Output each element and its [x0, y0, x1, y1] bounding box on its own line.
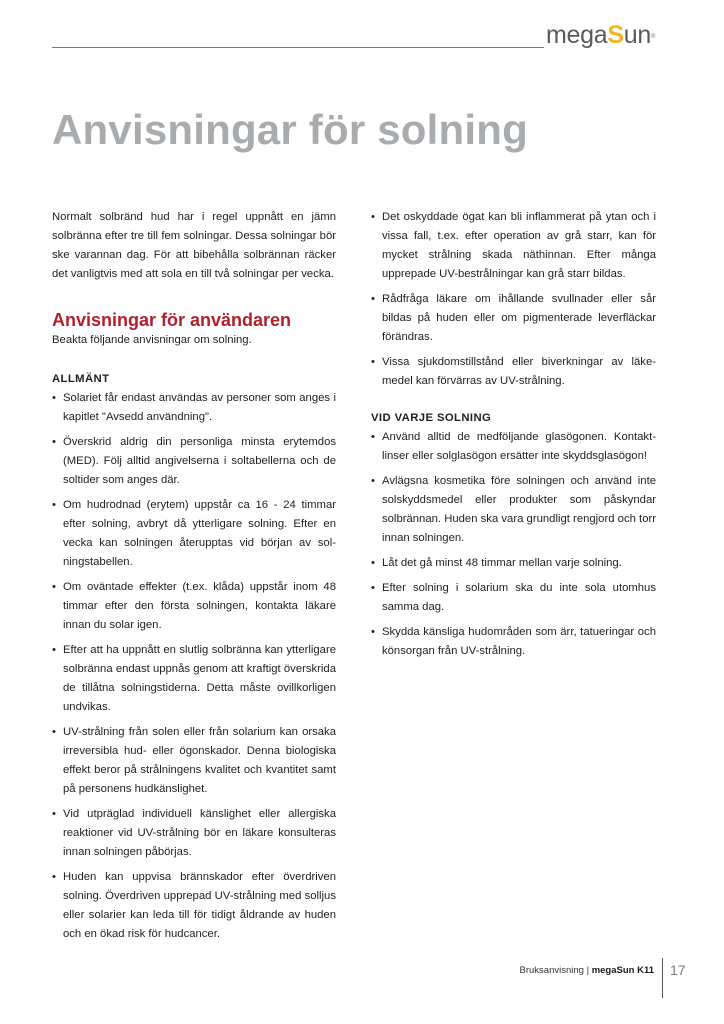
- list-item: [371, 208, 656, 284]
- bullet-icon: •: [371, 431, 375, 443]
- list-item-text: Om hudrodnad (erytem) uppstår ca 16 - 24 timmar efter solning, avbryt då ytterligare solning. Efter en vecka kan solningen återupptas vid början av solningstabellen.: [63, 499, 336, 568]
- bullet-icon: •: [371, 475, 375, 487]
- logo-sun-letter: S: [607, 21, 624, 49]
- section-lead: Beakta följande anvisningar om solning.: [52, 334, 252, 346]
- list-item-text: UV-strålning från solen eller från solarium kan orsaka irreversibla hud- eller ögonskador. Denna biologiska effekt beror på strålningens kvalitet och kvantitet samt på personens hudkänslighet.: [63, 726, 336, 795]
- logo-text-prefix: mega: [546, 21, 608, 49]
- list-item: [371, 579, 656, 617]
- bullet-icon: •: [52, 644, 56, 656]
- general-heading: ALLMÄNT: [52, 373, 110, 385]
- list-item: [52, 723, 336, 799]
- list-item-text: Efter att ha uppnått en slutlig solbränna kan ytterligare solbränna endast uppnås genom att kraftigt överskrida de tillåtna solningstiderna. Detta måste ovillkorligen undvikas.: [63, 644, 336, 713]
- logo-text-suffix: un: [623, 21, 651, 49]
- list-item: [371, 554, 656, 573]
- bullet-icon: •: [52, 581, 56, 593]
- footer-product: megaSun K11: [591, 965, 654, 976]
- bullet-icon: •: [52, 871, 56, 883]
- list-item-text: Vissa sjukdomstillstånd eller biverkningar av läkemedel kan förvärras av UV-strålning.: [382, 356, 656, 387]
- list-item: [371, 428, 656, 466]
- footer-doc-label: Bruksanvisning: [519, 965, 584, 976]
- brand-logo: [546, 20, 655, 50]
- each-session-heading: VID VARJE SOLNING: [371, 412, 492, 424]
- general-list-continued: [371, 208, 656, 391]
- list-item-text: Låt det gå minst 48 timmar mellan varje solning.: [382, 557, 622, 569]
- intro-paragraph: Normalt solbränd hud har i regel uppnått en jämn solbränna efter tre till fem solningar. Dessa solningar bör ske varannan dag. För att bibehålla solbrännan räcker det vanligtvis med att sola en till två solningar per vecka.: [52, 211, 336, 280]
- list-item: [52, 805, 336, 862]
- list-item-text: Rådfråga läkare om ihållande svullnader eller sår bildas på huden eller om pigmenterade leverfläckar förändras.: [382, 293, 656, 343]
- general-list: [52, 389, 336, 944]
- page-title: Anvisningar för solning: [52, 106, 528, 153]
- bullet-icon: •: [52, 808, 56, 820]
- bullet-icon: •: [52, 726, 56, 738]
- list-item: [371, 290, 656, 347]
- list-item: [52, 389, 336, 427]
- list-item: [52, 641, 336, 717]
- left-column: [52, 208, 336, 950]
- list-item: [52, 433, 336, 490]
- list-item: [52, 496, 336, 572]
- footer-separator: |: [583, 965, 592, 976]
- list-item-text: Vid utpräglad individuell känslighet eller allergiska reaktioner vid UV-strålning bör en läkare konsulteras innan solningen påbörjas.: [63, 808, 336, 858]
- list-item-text: Använd alltid de medföljande glasögonen. Kontaktlinser eller solglasögon ersätter inte skyddsglasögon!: [382, 431, 656, 462]
- list-item: [52, 868, 336, 944]
- page-number: 17: [670, 962, 686, 978]
- section-heading: Anvisningar för användaren: [52, 310, 292, 330]
- bullet-icon: •: [52, 436, 56, 448]
- registered-mark: ®: [650, 34, 656, 40]
- list-item-text: Det oskyddade ögat kan bli inflammerat på ytan och i vissa fall, t.ex. efter operation av grå starr, kan för mycket strålning skada näthinnan. Efter många upprepade UV-bestrålningar kan grå starr bildas.: [382, 211, 656, 280]
- list-item: [52, 578, 336, 635]
- footer-label: [520, 964, 654, 978]
- bullet-icon: •: [371, 582, 375, 594]
- bullet-icon: •: [371, 557, 375, 569]
- footer-divider: [662, 958, 663, 998]
- list-item: [371, 623, 656, 661]
- list-item: [371, 472, 656, 548]
- list-item-text: Avlägsna kosmetika före solningen och använd inte solskyddsmedel eller produkter som påskyndar solbrännan. Huden ska vara grundligt rengjord och torr innan solningen.: [382, 475, 656, 544]
- header-rule: [52, 47, 544, 48]
- bullet-icon: •: [371, 211, 375, 223]
- list-item-text: Solariet får endast användas av personer som anges i kapitlet "Avsedd användning".: [63, 392, 336, 423]
- bullet-icon: •: [52, 499, 56, 511]
- list-item: [371, 353, 656, 391]
- list-item-text: Efter solning i solarium ska du inte sola utomhus samma dag.: [382, 582, 656, 613]
- bullet-icon: •: [371, 293, 375, 305]
- bullet-icon: •: [371, 626, 375, 638]
- list-item-text: Huden kan uppvisa brännskador efter överdriven solning. Överdriven upprepad UV-strålning med solljus eller solarier kan leda till för tidigt åldrande av huden och en ökad risk för hudcancer.: [63, 871, 336, 940]
- right-column: [371, 208, 656, 667]
- list-item-text: Om oväntade effekter (t.ex. klåda) uppstår inom 48 timmar efter den första solningen, kontakta läkare innan du solar igen.: [63, 581, 336, 631]
- list-item-text: Överskrid aldrig din personliga minsta erytemdos (MED). Följ alltid angivelserna i soltabellerna och de soltider som anges där.: [63, 436, 336, 486]
- bullet-icon: •: [371, 356, 375, 368]
- each-session-list: [371, 428, 656, 661]
- bullet-icon: •: [52, 392, 56, 404]
- list-item-text: Skydda känsliga hudområden som ärr, tatueringar och könsorgan från UV-strålning.: [382, 626, 656, 657]
